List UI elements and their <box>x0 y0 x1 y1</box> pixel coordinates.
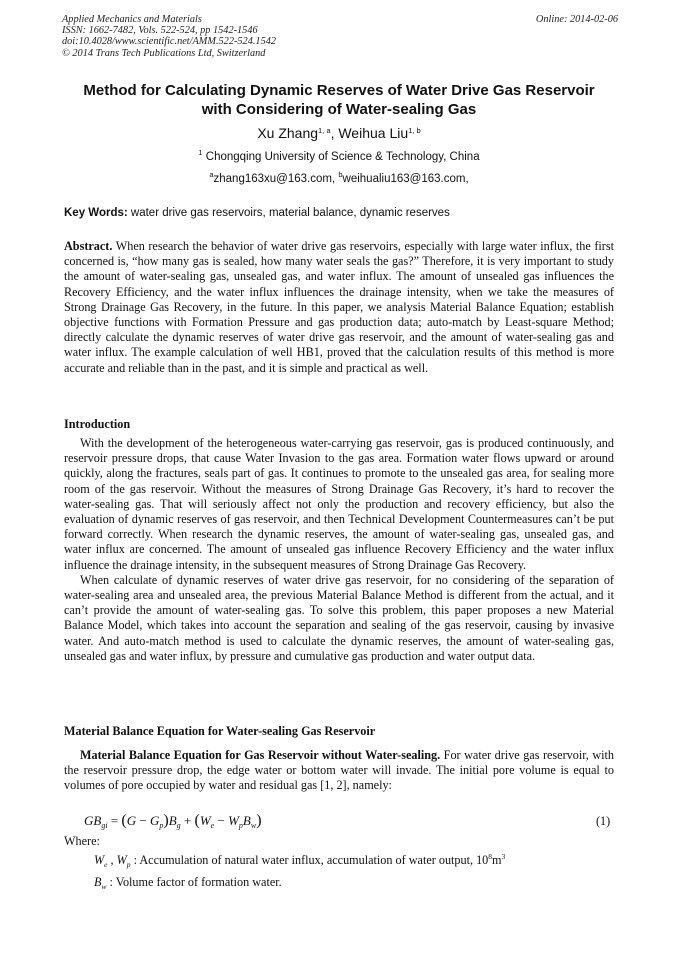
subsection-label: Material Balance Equation for Gas Reservoir without Water-sealing. <box>80 748 441 762</box>
equation-number: (1) <box>596 814 611 828</box>
equation-1: $GB_{gi} = (G - G_p)B_g + (W_e - W_pB_w)$ <box>84 812 262 830</box>
keywords-label: Key Words: <box>64 207 128 219</box>
paper-title <box>62 81 616 119</box>
material-balance-paragraph <box>64 748 614 794</box>
variable-definition-1: $W_e$ , $W_p$ : Accumulation of natural water influx, accumulation of water output, $10^8m^3$ <box>94 852 506 869</box>
affiliation <box>62 150 616 165</box>
issn-line: ISSN: 1662-7482, Vols. 522-524, pp 1542-1546 <box>62 25 258 37</box>
journal-header <box>62 14 618 59</box>
affiliation-mark: 1 <box>198 148 203 157</box>
journal-name: Applied Mechanics and Materials <box>62 14 202 25</box>
author-emails <box>62 172 616 187</box>
introduction-heading: Introduction <box>64 417 131 431</box>
introduction-paragraph-1: With the development of the heterogeneous water-carrying gas reservoir, gas is produced continuously, and reservoir pressure drops, that cause Water Invasion to the gas area. Formation water flows upward or around quickly, along the fractures, seals part of gas. It continues to promote to the unsealed gas area, for sealing more room of the gas reservoir. Without the measures of Strong Drainage Gas Recovery, it’s hard to recover the water-sealing gas. That will seriously affect not only the production and recovery efficiency, but also the evaluation of dynamic reserves of gas reservoir, and then Technical Development Countermeasures can’t be put forward correctly. When research the dynamic reserves, the amount of water-sealing gas, unsealed gas, and water influx are concerned. The amount of unsealed gas influence Recovery Efficiency and the water influx influence the drainage intensity, in the subsequent measures of Strong Drainage Gas Recovery. <box>64 436 614 572</box>
abstract-text: When research the behavior of water drive gas reservoirs, especially with large water influx, the first concerned is, “how many gas is sealed, how many water seals the gas?” Therefore, it is very important to study the amount of water-sealing gas, unsealed gas, and water influx. The amount of unsealed gas influences the Recovery Efficiency, and the water influx influences the drainage intensity, when we take the measures of Strong Drainage Gas Recovery, in the future. In this paper, we analysis Material Balance Equation; establish objective functions with Formation Pressure and gas production data; auto-match by Least-square Method; directly calculate the dynamic reserves of water drive gas reservoir, and the amount of water-sealing gas and water influx. The example calculation of well HB1, proved that the calculation results of this method is more accurate and reliable than in the past, and it is simple and practical as well. <box>64 239 614 375</box>
introduction-body <box>64 436 614 664</box>
email-a-mark: a <box>209 170 214 179</box>
abstract <box>64 239 614 376</box>
email-b-mark: b <box>338 170 343 179</box>
author-list <box>62 124 616 142</box>
affiliation-text: Chongqing University of Science & Technology, China <box>202 151 480 163</box>
material-balance-body <box>64 748 614 794</box>
keywords <box>64 207 450 219</box>
author-1-affiliation-mark: 1, a <box>318 126 331 135</box>
material-balance-text: For water drive gas reservoir, with the reservoir pressure drop, the edge water or bottom water will invade. The initial pore volume is equal to volumes of pore occupied by water and residual gas [1, 2], namely: <box>64 748 614 793</box>
author-1: Xu Zhang <box>257 125 319 141</box>
variable-definition-2: $B_w$ : Volume factor of formation water. <box>94 875 282 891</box>
introduction-paragraph-2: When calculate of dynamic reserves of water drive gas reservoir, for no considering of the separation of water-sealing area and unsealed area, the previous Material Balance Method is different from the actual, and it can’t provide the amount of water-sealing gas. To solve this problem, this paper proposes a new Material Balance Model, which takes into account the separation and sealing of the gas reservoir, causing by invasive water. And auto-match method is used to calculate the dynamic reserves, the amount of water-sealing gas, unsealed gas and water influx, by pressure and cumulative gas production and water output data. <box>64 572 614 663</box>
doi-line: doi:10.4028/www.scientific.net/AMM.522-524.1542 <box>62 36 277 48</box>
title-line-1: Method for Calculating Dynamic Reserves of Water Drive Gas Reservoir <box>83 82 595 99</box>
keywords-text: water drive gas reservoirs, material balance, dynamic reserves <box>127 207 450 219</box>
author-2-affiliation-mark: 1, b <box>408 126 421 135</box>
email-b: weihualiu163@163.com, <box>342 173 469 185</box>
copyright-line: © 2014 Trans Tech Publications Ltd, Switzerland <box>62 47 266 59</box>
where-label: Where: <box>64 834 100 848</box>
section-heading-material-balance: Material Balance Equation for Water-sealing Gas Reservoir <box>64 724 376 738</box>
author-2: Weihua Liu <box>338 125 409 141</box>
email-a: zhang163xu@163.com, <box>213 173 339 185</box>
author-separator: , <box>330 125 339 141</box>
online-date: Online: 2014-02-06 <box>535 14 618 25</box>
title-line-2: with Considering of Water-sealing Gas <box>201 101 477 118</box>
abstract-label: Abstract. <box>64 239 113 253</box>
